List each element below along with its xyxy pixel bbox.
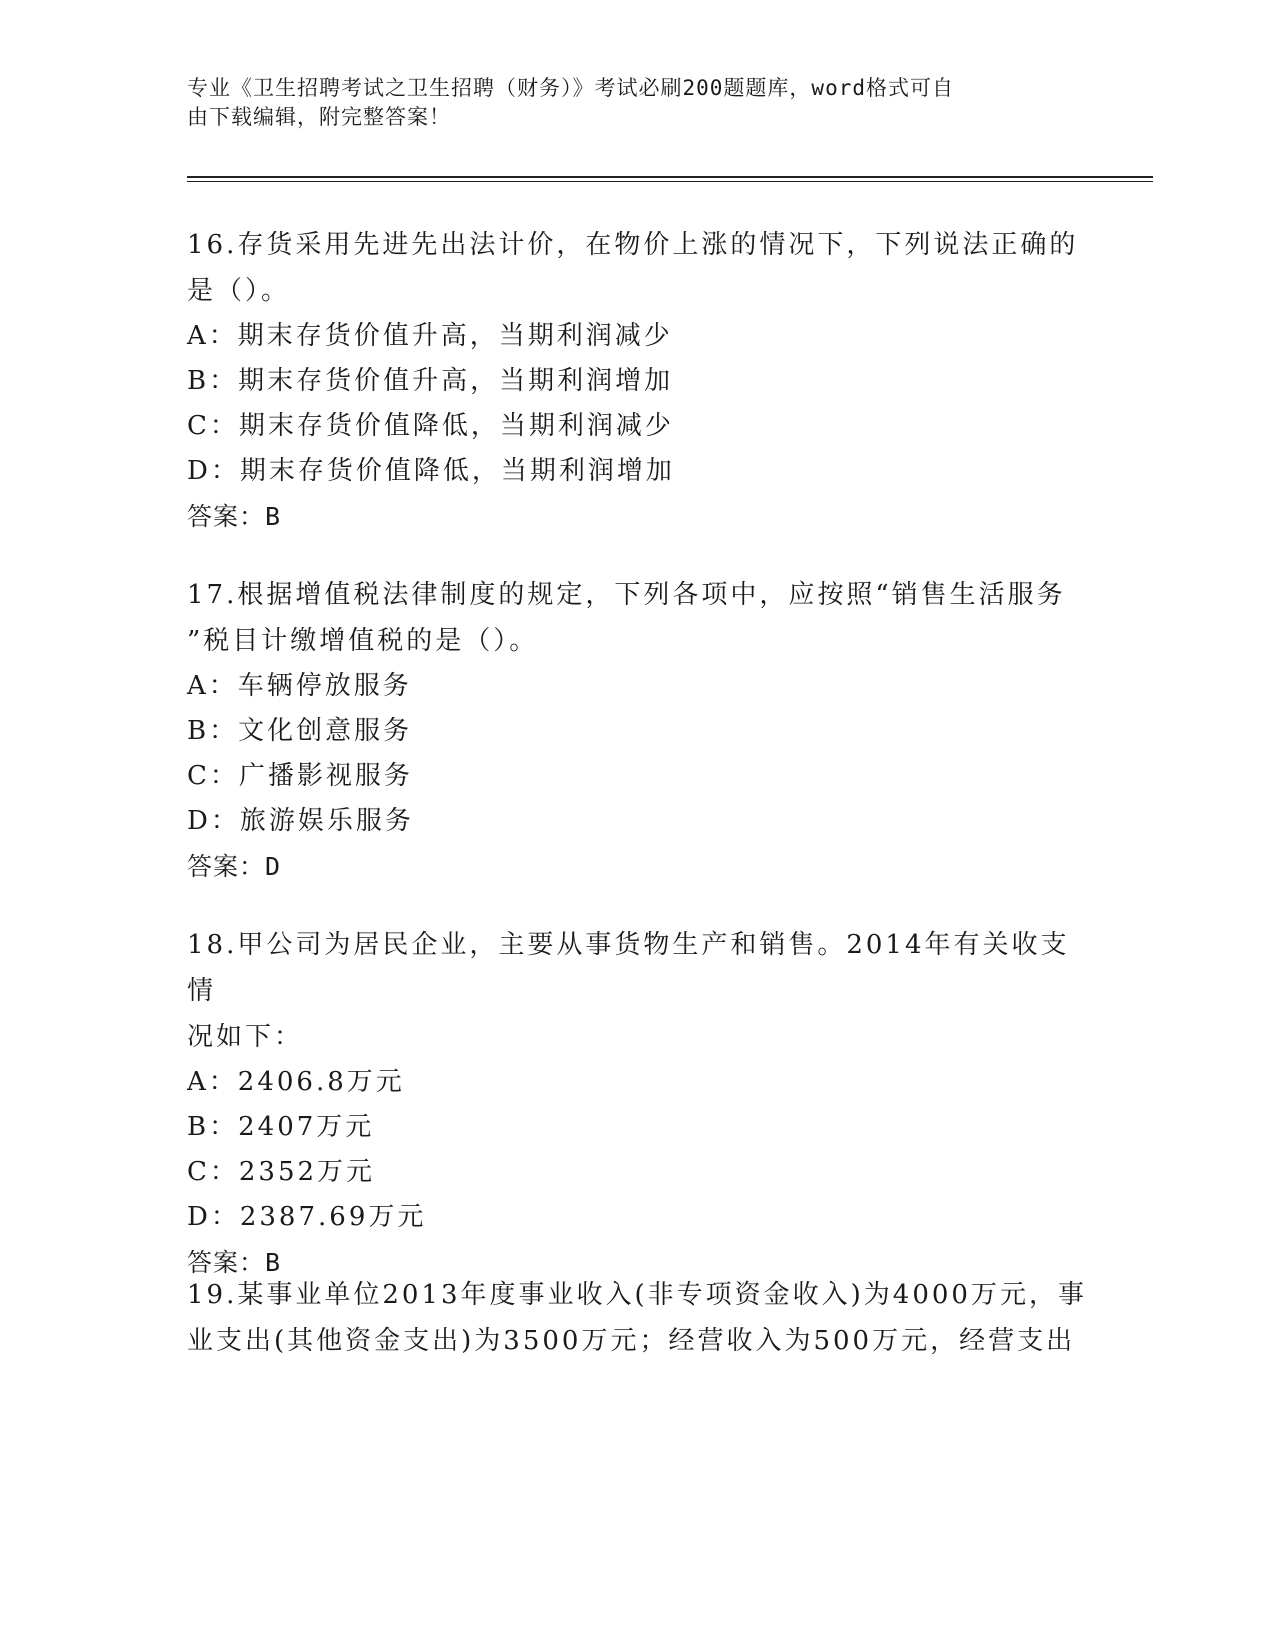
document-header [187,74,1067,132]
option-a: A：2406.8万元 [187,1067,405,1097]
question-17 [187,572,1087,890]
option-d: D：期末存货价值降低，当期利润增加 [187,456,675,486]
question-stem-line: 17.根据增值税法律制度的规定，下列各项中，应按照“销售生活服务 [187,580,1066,610]
option-b: B：2407万元 [187,1112,375,1142]
answer-value: B [265,502,282,531]
option-c: C：2352万元 [187,1157,376,1187]
header-line-1: 专业《卫生招聘考试之卫生招聘（财务）》考试必刷200题题库，word格式可自 [187,76,954,100]
question-stem-line: 业支出(其他资金支出)为3500万元；经营收入为500万元，经营支出 [187,1326,1076,1356]
question-stem-line: ”税目计缴增值税的是（）。 [187,626,539,656]
answer-line [187,494,1087,540]
option-d: D：2387.69万元 [187,1202,427,1232]
question-19 [187,1272,1087,1364]
question-stem-line: 19.某事业单位2013年度事业收入(非专项资金收入)为4000万元，事 [187,1280,1087,1310]
question-stem-line: 况如下： [187,1022,304,1052]
question-18 [187,922,1087,1286]
answer-label: 答案： [187,852,266,881]
option-a: A：期末存货价值升高，当期利润减少 [187,321,673,351]
question-stem-line: 是（）。 [187,276,291,306]
answer-value: D [265,852,282,881]
option-d: D：旅游娱乐服务 [187,806,414,836]
option-b: B：期末存货价值升高，当期利润增加 [187,366,674,396]
option-c: C：广播影视服务 [187,761,413,791]
answer-label: 答案： [187,1248,266,1277]
header-line-2: 由下载编辑，附完整答案！ [187,105,451,129]
option-b: B：文化创意服务 [187,716,413,746]
question-stem-line: 16.存货采用先进先出法计价，在物价上涨的情况下，下列说法正确的 [187,230,1079,260]
answer-label: 答案： [187,502,266,531]
question-stem-line: 18.甲公司为居民企业，主要从事货物生产和销售。2014年有关收支情 [187,930,1070,1006]
answer-line [187,844,1087,890]
option-c: C：期末存货价值降低，当期利润减少 [187,411,674,441]
answer-value: B [265,1248,282,1277]
header-divider-thin [187,181,1153,182]
question-16 [187,222,1087,540]
header-divider-thick [187,176,1153,178]
option-a: A：车辆停放服务 [187,671,412,701]
